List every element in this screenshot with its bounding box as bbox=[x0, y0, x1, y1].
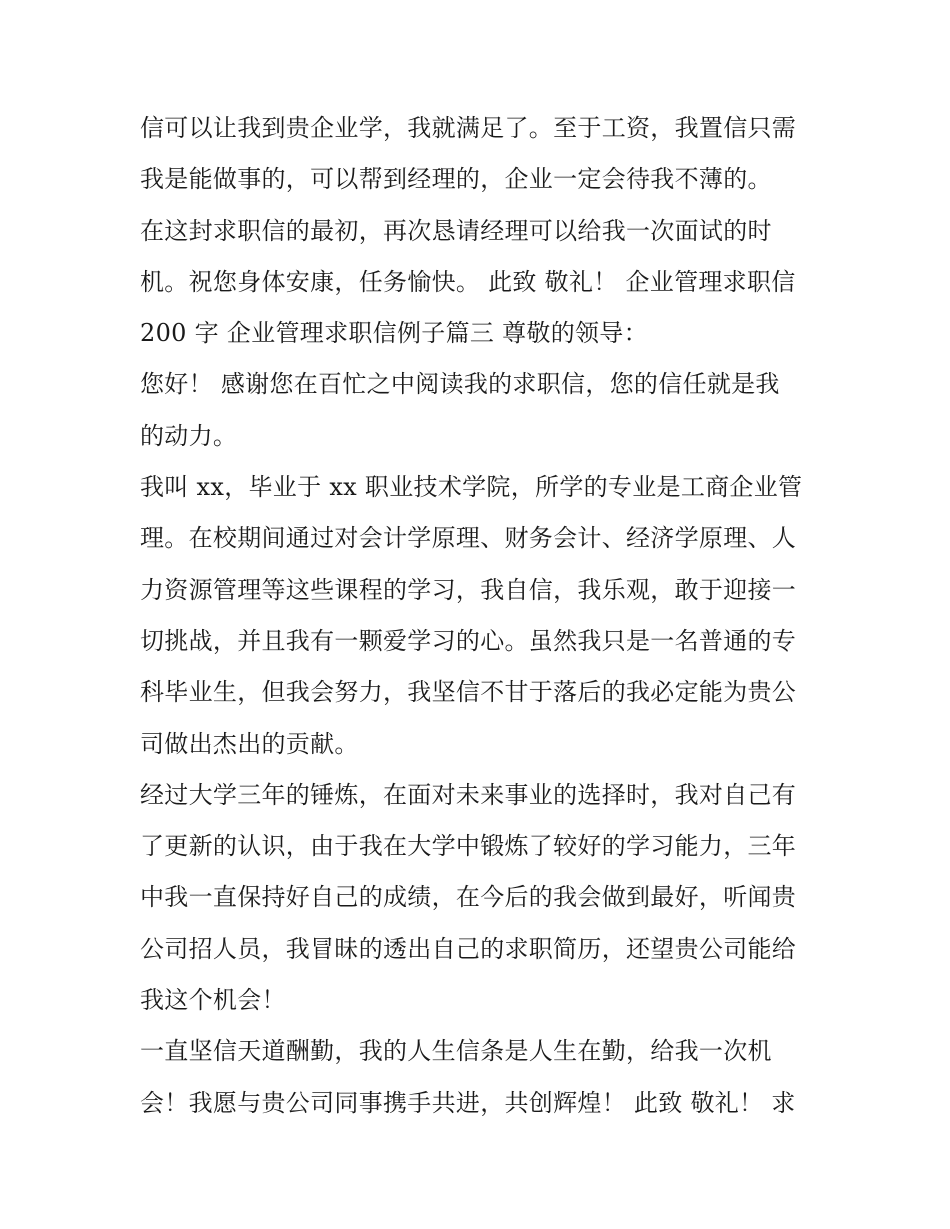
text-line: 我是能做事的，可以帮到经理的，企业一定会待我不薄的。 bbox=[140, 165, 772, 194]
text-line: 一直坚信天道酬勤，我的人生信条是人生在勤，给我一次机 bbox=[140, 1037, 772, 1066]
text-line: 在这封求职信的最初，再次恳请经理可以给我一次面试的时 bbox=[140, 216, 772, 245]
text-line: 200 字 企业管理求职信例子篇三 尊敬的领导： bbox=[140, 319, 648, 348]
text-line: 的动力。 bbox=[140, 421, 238, 450]
text-line: 切挑战，并且我有一颗爱学习的心。虽然我只是一名普通的专 bbox=[140, 626, 797, 655]
text-line: 中我一直保持好自己的成绩，在今后的我会做到最好，听闻贵 bbox=[140, 883, 797, 912]
text-line: 理。在校期间通过对会计学原理、财务会计、经济学原理、人 bbox=[140, 524, 797, 553]
text-line: 司做出杰出的贡献。 bbox=[140, 729, 359, 758]
text-line: 力资源管理等这些课程的学习，我自信，我乐观，敢于迎接一 bbox=[140, 575, 797, 604]
letter-body bbox=[140, 103, 820, 1129]
text-line: 您好！ 感谢您在百忙之中阅读我的求职信，您的信任就是我 bbox=[140, 370, 780, 399]
text-line: 科毕业生，但我会努力，我坚信不甘于落后的我必定能为贵公 bbox=[140, 678, 797, 707]
text-line: 公司招人员，我冒昧的透出自己的求职简历，还望贵公司能给 bbox=[140, 934, 797, 963]
text-line: 我这个机会！ bbox=[140, 986, 286, 1015]
text-line: 会！我愿与贵公司同事携手共进，共创辉煌！ 此致 敬礼！ 求 bbox=[140, 1088, 796, 1117]
text-line: 我叫 xx，毕业于 xx 职业技术学院，所学的专业是工商企业管 bbox=[140, 473, 803, 502]
text-line: 信可以让我到贵企业学，我就满足了。至于工资，我置信只需 bbox=[140, 114, 797, 142]
text-line: 机。祝您身体安康，任务愉快。 此致 敬礼！ 企业管理求职信 bbox=[140, 267, 796, 296]
text-line: 了更新的认识，由于我在大学中锻炼了较好的学习能力，三年 bbox=[140, 832, 797, 861]
text-line: 经过大学三年的锤炼，在面对未来事业的选择时，我对自己有 bbox=[140, 780, 797, 809]
